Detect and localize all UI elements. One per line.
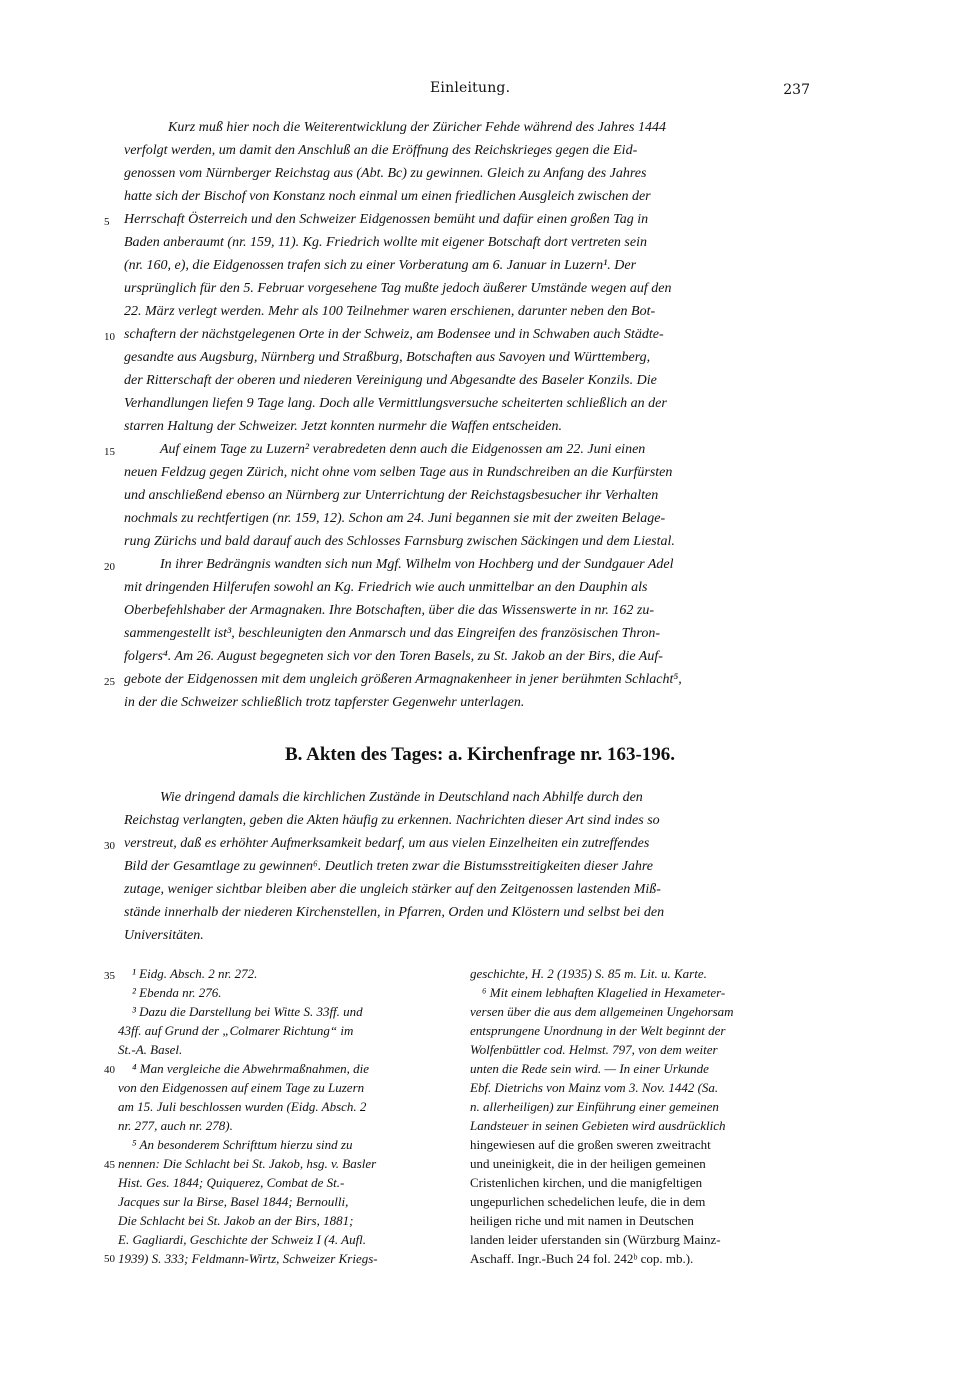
footnote-line: E. Gagliardi, Geschichte der Schweiz I (4. Aufl. (118, 1232, 367, 1247)
footnote-line: Jacques sur la Birse, Basel 1844; Bernoulli, (118, 1194, 349, 1209)
body-line: Oberbefehlshaber der Armagnaken. Ihre Botschaften, über die das Wissenswerte in nr. 162 zu- (124, 603, 654, 618)
body-line: rung Zürichs und bald darauf auch des Schlosses Farnsburg zwischen Säckingen und dem Liestal. (124, 534, 675, 549)
footnote-line: geschichte, H. 2 (1935) S. 85 m. Lit. u. Karte. (470, 966, 707, 981)
body-line: sammengestellt ist³, beschleunigten den Anmarsch und das Eingreifen des französischen Thron- (124, 626, 661, 641)
footnote-line: hingewiesen auf die großen sweren zweitracht (470, 1137, 711, 1152)
body-line: gebote der Eidgenossen mit dem ungleich größeren Armagnakenheer in jener berühmten Schlacht⁵, (124, 672, 682, 687)
body-line: Kurz muß hier noch die Weiterentwicklung der Züricher Fehde während des Jahres 1444 (168, 120, 666, 135)
footnote-line: ² Ebenda nr. 276. (132, 985, 222, 1000)
line-number: 45 (104, 1159, 115, 1171)
footnote-line: heiligen riche und mit namen in Deutschen (470, 1213, 694, 1228)
footnote-line: unten die Rede sein wird. — In einer Urkunde (470, 1061, 709, 1076)
section-line: Reichstag verlangten, geben die Akten häufig zu erkennen. Nachrichten dieser Art sind indes so (124, 813, 660, 828)
body-line: schaftern der nächstgelegenen Orte in der Schweiz, am Bodensee und in Schwaben auch Städte- (124, 327, 664, 342)
body-line: starren Haltung der Schweizer. Jetzt konnten nurmehr die Waffen entscheiden. (124, 419, 562, 434)
page-number: 237 (783, 82, 810, 98)
line-number: 40 (104, 1064, 115, 1076)
line-number: 35 (104, 970, 115, 982)
line-number: 20 (104, 561, 115, 573)
footnote-line: landen leider uferstanden sin (Würzburg Mainz- (470, 1232, 721, 1247)
footnote-line: von den Eidgenossen auf einem Tage zu Luzern (118, 1080, 365, 1095)
footnote-line: nr. 277, auch nr. 278). (118, 1118, 233, 1133)
line-number: 50 (104, 1253, 115, 1265)
section-line: Wie dringend damals die kirchlichen Zustände in Deutschland nach Abhilfe durch den (160, 790, 643, 805)
body-line: mit dringenden Hilferufen sowohl an Kg. Friedrich wie auch unmittelbar an den Dauphin als (124, 580, 648, 595)
footnote-line: Cristenlichen kirchen, und die manigfeltigen (470, 1175, 703, 1190)
footnote-line: Hist. Ges. 1844; Quiquerez, Combat de St.- (118, 1175, 345, 1190)
body-line: Baden anberaumt (nr. 159, 11). Kg. Friedrich wollte mit eigener Botschaft dort vertreten sein (124, 235, 647, 250)
body-line: In ihrer Bedrängnis wandten sich nun Mgf. Wilhelm von Hochberg und der Sundgauer Adel (160, 557, 674, 572)
footnote-line: Die Schlacht bei St. Jakob an der Birs, 1881; (118, 1213, 354, 1228)
footnote-line: 1939) S. 333; Feldmann-Wirtz, Schweizer Kriegs- (118, 1251, 378, 1266)
footnote-line: ungepurlichen schedelichen leufe, die in dem (470, 1194, 706, 1209)
running-header (0, 80, 960, 102)
footnote-line: und uneinigkeit, die in der heiligen gemeinen (470, 1156, 706, 1171)
body-line: genossen vom Nürnberger Reichstag aus (Abt. Bc) zu gewinnen. Gleich zu Anfang des Jahres (124, 166, 647, 181)
body-line: Verhandlungen liefen 9 Tage lang. Doch alle Vermittlungsversuche scheiterten schließlich an der (124, 396, 667, 411)
section-line: verstreut, daß es erhöhter Aufmerksamkeit bedarf, um aus vielen Einzelheiten ein zutreffendes (124, 836, 650, 851)
footnote-line: Landsteuer in seinen Gebieten wird ausdrücklich (470, 1118, 726, 1133)
section-line: stände innerhalb der niederen Kirchenstellen, in Pfarren, Orden und Klöstern und selbst bei den (124, 905, 665, 920)
body-line: gesandte aus Augsburg, Nürnberg und Straßburg, Botschaften aus Savoyen und Württemberg, (124, 350, 651, 365)
body-line: ursprünglich für den 5. Februar vorgesehene Tag mußte jedoch äußerer Umstände wegen auf den (124, 281, 672, 296)
footnote-line: am 15. Juli beschlossen wurden (Eidg. Absch. 2 (118, 1099, 367, 1114)
footnote-line: versen über die aus dem allgemeinen Ungehorsam (470, 1004, 734, 1019)
body-line: nochmals zu rechtfertigen (nr. 159, 12). Schon am 24. Juni begannen sie mit der zweiten Belage- (124, 511, 666, 526)
body-line: Herrschaft Österreich und den Schweizer Eidgenossen bemüht und dafür einen großen Tag in (124, 212, 649, 227)
section-heading: B. Akten des Tages: a. Kirchenfrage nr. 163-196. (284, 744, 676, 765)
body-line: folgers⁴. Am 26. August begegneten sich vor den Toren Basels, zu St. Jakob an der Birs, die Auf- (124, 649, 663, 664)
body-line: Auf einem Tage zu Luzern² verabredeten denn auch die Eidgenossen am 22. Juni einen (160, 442, 646, 457)
body-line: 22. März verlegt werden. Mehr als 100 Teilnehmer waren erschienen, darunter neben den Bot- (124, 304, 656, 319)
body-line: (nr. 160, e), die Eidgenossen trafen sich zu einer Vorberatung am 6. Januar in Luzern¹. Der (124, 258, 637, 273)
footnote-line: Aschaff. Ingr.-Buch 24 fol. 242ᵇ cop. mb.). (470, 1251, 694, 1266)
line-number: 25 (104, 676, 115, 688)
footnote-line: nennen: Die Schlacht bei St. Jakob, hsg. v. Basler (118, 1156, 377, 1171)
footnote-line: St.-A. Basel. (118, 1042, 183, 1057)
footnote-line: ¹ Eidg. Absch. 2 nr. 272. (132, 966, 258, 981)
footnote-line: entsprungene Unordnung in der Welt beginnt der (470, 1023, 726, 1038)
line-number: 10 (104, 331, 115, 343)
section-line: Universitäten. (124, 928, 204, 943)
footnote-line: 43ff. auf Grund der „Colmarer Richtung“ im (118, 1023, 354, 1038)
running-title: Einleitung. (430, 80, 511, 96)
footnote-line: n. allerheiligen) zur Einführung einer gemeinen (470, 1099, 719, 1114)
body-line: neuen Feldzug gegen Zürich, nicht ohne vom selben Tage aus in Rundschreiben an die Kurfürsten (124, 465, 673, 480)
line-number: 30 (104, 840, 115, 852)
body-line: verfolgt werden, um damit den Anschluß an die Eröffnung des Reichskrieges gegen die Eid- (124, 143, 638, 158)
footnote-line: ⁶ Mit einem lebhaften Klagelied in Hexameter- (482, 985, 726, 1000)
line-number: 5 (104, 216, 110, 228)
footnote-line: ⁵ An besonderem Schrifttum hierzu sind zu (132, 1137, 353, 1152)
section-line: Bild der Gesamtlage zu gewinnen⁶. Deutlich treten zwar die Bistumsstreitigkeiten dieser Jahre (124, 859, 653, 874)
line-number: 15 (104, 446, 115, 458)
section-line: zutage, weniger sichtbar bleiben aber die ungleich stärker auf den Zeitgenossen lastenden Miß- (124, 882, 661, 897)
footnote-line: ⁴ Man vergleiche die Abwehrmaßnahmen, die (132, 1061, 370, 1076)
body-line: in der die Schweizer schließlich trotz tapferster Gegenwehr unterlagen. (124, 695, 525, 710)
body-line: und anschließend ebenso an Nürnberg zur Unterrichtung der Reichstagsbesucher ihr Verhalten (124, 488, 659, 503)
footnote-line: Wolfenbüttler cod. Helmst. 797, von dem weiter (470, 1042, 718, 1057)
body-line: der Ritterschaft der oberen und niederen Vereinigung und Abgesandte des Baseler Konzils. Die (124, 373, 657, 388)
body-line: hatte sich der Bischof von Konstanz noch einmal um einen friedlichen Ausgleich zwischen der (124, 189, 651, 204)
footnote-line: ³ Dazu die Darstellung bei Witte S. 33ff. und (132, 1004, 363, 1019)
footnote-line: Ebf. Dietrichs von Mainz vom 3. Nov. 1442 (Sa. (470, 1080, 719, 1095)
